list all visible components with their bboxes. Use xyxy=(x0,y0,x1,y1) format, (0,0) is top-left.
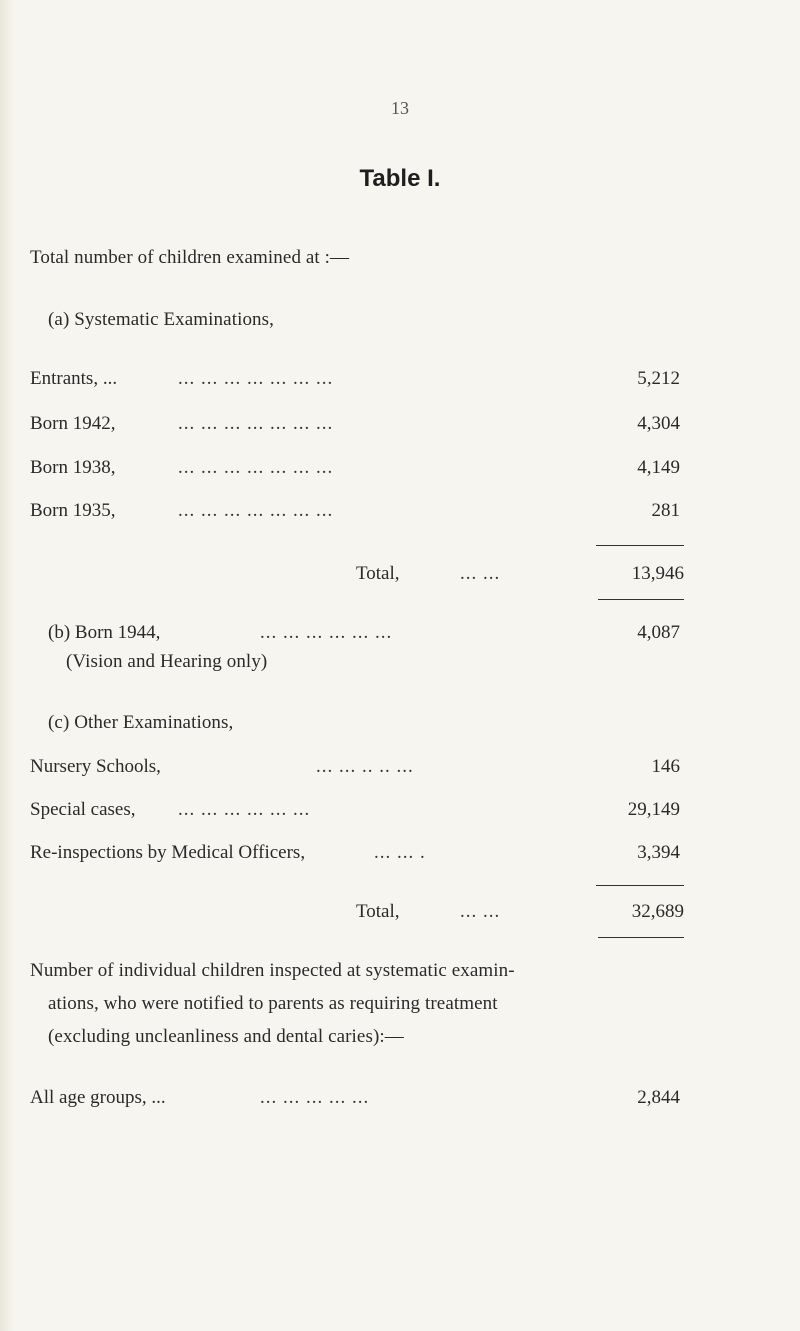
value-special-cases: 29,149 xyxy=(627,799,680,820)
dot-leader: ... ... ... ... ... xyxy=(260,1087,370,1108)
row-label-special-cases: Special cases, xyxy=(30,799,136,820)
row-label-all-age-groups: All age groups, ... xyxy=(30,1087,166,1108)
dot-leader: ... ... xyxy=(460,563,501,584)
total-rule-bottom xyxy=(598,937,684,938)
dot-leader: ... ... ... ... ... ... ... xyxy=(178,368,334,389)
page-number: 13 xyxy=(391,98,409,118)
row-label-re-inspections: Re-inspections by Medical Officers, xyxy=(30,842,306,863)
total-rule-top xyxy=(596,545,684,546)
row-label-born-1935: Born 1935, xyxy=(30,500,116,521)
dot-leader: ... ... ... ... ... ... ... xyxy=(178,413,334,434)
dot-leader: ... ... ... ... ... ... xyxy=(260,622,393,643)
value-all-age-groups: 2,844 xyxy=(637,1087,680,1108)
row-label-nursery-schools: Nursery Schools, xyxy=(30,756,161,777)
value-re-inspections: 3,394 xyxy=(637,842,680,863)
total-label-c: Total, xyxy=(356,901,400,922)
value-nursery-schools: 146 xyxy=(651,756,680,777)
total-value-a: 13,946 xyxy=(631,563,684,584)
dot-leader: ... ... ... ... ... ... xyxy=(178,799,311,820)
note-line-2: ations, who were notified to parents as requiring treatment xyxy=(48,993,498,1014)
dot-leader: ... ... . xyxy=(374,842,426,863)
dot-leader: ... ... xyxy=(460,901,501,922)
dot-leader: ... ... ... ... ... ... ... xyxy=(178,500,334,521)
value-born-1938: 4,149 xyxy=(637,457,680,478)
row-label-born-1944: (b) Born 1944, xyxy=(48,622,161,643)
value-born-1935: 281 xyxy=(651,500,680,521)
value-entrants: 5,212 xyxy=(637,368,680,389)
value-born-1944: 4,087 xyxy=(637,622,680,643)
note-line-3: (excluding uncleanliness and dental caries):— xyxy=(48,1026,404,1047)
table-title: Table I. xyxy=(359,165,441,192)
row-label-entrants: Entrants, ... xyxy=(30,368,118,389)
value-born-1942: 4,304 xyxy=(637,413,680,434)
dot-leader: ... ... ... ... ... ... ... xyxy=(178,457,334,478)
total-value-c: 32,689 xyxy=(631,901,684,922)
section-a-heading: (a) Systematic Examinations, xyxy=(48,309,274,330)
total-rule-bottom xyxy=(598,599,684,600)
page-binding-edge xyxy=(0,0,14,1331)
total-label-a: Total, xyxy=(356,563,400,584)
dot-leader: ... ... .. .. ... xyxy=(316,756,414,777)
total-rule-top xyxy=(596,885,684,886)
section-b-subtext: (Vision and Hearing only) xyxy=(66,651,268,672)
row-label-born-1942: Born 1942, xyxy=(30,413,116,434)
section-c-heading: (c) Other Examinations, xyxy=(48,712,234,733)
row-label-born-1938: Born 1938, xyxy=(30,457,116,478)
note-line-1: Number of individual children inspected at systematic examin- xyxy=(30,960,515,981)
intro-text: Total number of children examined at :— xyxy=(30,247,350,268)
